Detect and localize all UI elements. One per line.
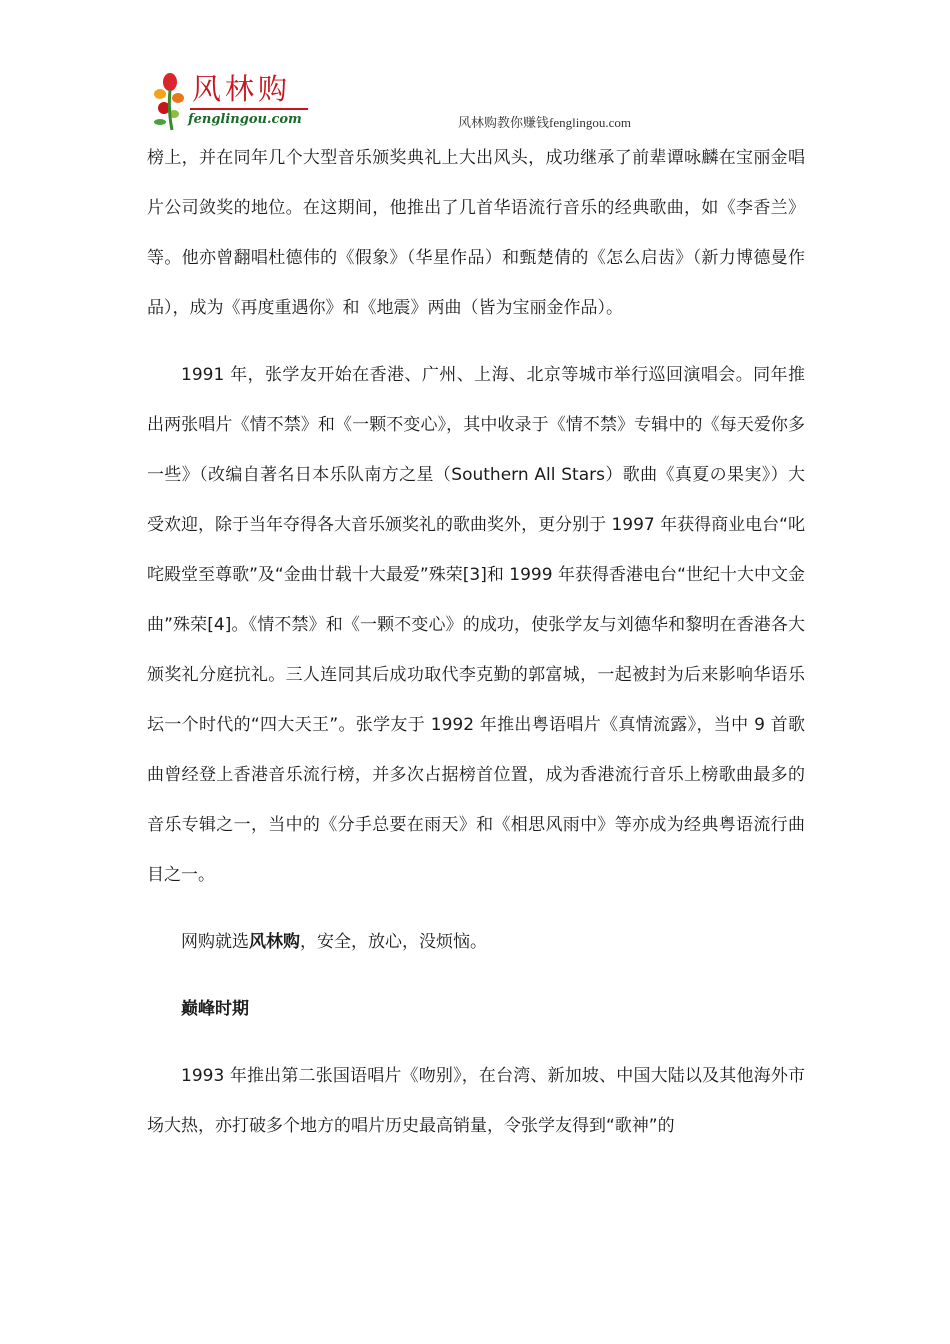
promo-suffix: ，安全，放心，没烦恼。 [300, 932, 487, 952]
flower-logo-icon [150, 70, 190, 132]
site-logo[interactable] [150, 70, 320, 132]
header-tagline [458, 112, 631, 131]
tagline-link[interactable]: fenglingou.com [549, 115, 631, 130]
promo-prefix: 网购就选 [181, 932, 249, 952]
promo-line [147, 917, 805, 967]
paragraph-1: 榜上，并在同年几个大型音乐颁奖典礼上大出风头，成功继承了前辈谭咏麟在宝丽金唱片公司敛奖的地位。在这期间，他推出了几首华语流行音乐的经典歌曲，如《李香兰》等。他亦曾翻唱杜德伟的《假象》（华星作品）和甄楚倩的《怎么启齿》（新力博德曼作品），成为《再度重遇你》和《地震》两曲（皆为宝丽金作品）。 [147, 148, 805, 318]
tagline-text: 风林购教你赚钱 [458, 116, 550, 131]
logo-divider [190, 108, 308, 110]
paragraph-3: 1993 年推出第二张国语唱片《吻别》，在台湾、新加坡、中国大陆以及其他海外市场大热，亦打破多个地方的唱片历史最高销量，令张学友得到“歌神”的 [147, 1066, 805, 1136]
promo-brand-link[interactable]: 风林购 [249, 932, 300, 952]
page-header [150, 60, 810, 140]
logo-english-text: fenglingou.com [188, 112, 302, 127]
paragraph-2: 1991 年，张学友开始在香港、广州、上海、北京等城市举行巡回演唱会。同年推出两张唱片《情不禁》和《一颗不变心》，其中收录于《情不禁》专辑中的《每天爱你多一些》（改编自著名日本乐队南方之星（Southern All Stars）歌曲《真夏の果実》）大受欢迎，除于当年夺得各大音乐颁奖礼的歌曲奖外，更分别于 1997 年获得商业电台“叱咤殿堂至尊歌”及“金曲廿载十大最爱”殊荣[3]和 1999 年获得香港电台“世纪十大中文金曲”殊荣[4]。《情不禁》和《一颗不变心》的成功，使张学友与刘德华和黎明在香港各大颁奖礼分庭抗礼。三人连同其后成功取代李克勤的郭富城，一起被封为后来影响华语乐坛一个时代的“四大天王”。张学友于 1992 年推出粤语唱片《真情流露》，当中 9 首歌曲曾经登上香港音乐流行榜，并多次占据榜首位置，成为香港流行音乐上榜歌曲最多的音乐专辑之一，当中的《分手总要在雨天》和《相思风雨中》等亦成为经典粤语流行曲目之一。 [147, 365, 805, 885]
article-body [147, 133, 805, 1151]
section-heading: 巅峰时期 [181, 999, 249, 1019]
logo-chinese-text: 风林购 [192, 72, 292, 106]
